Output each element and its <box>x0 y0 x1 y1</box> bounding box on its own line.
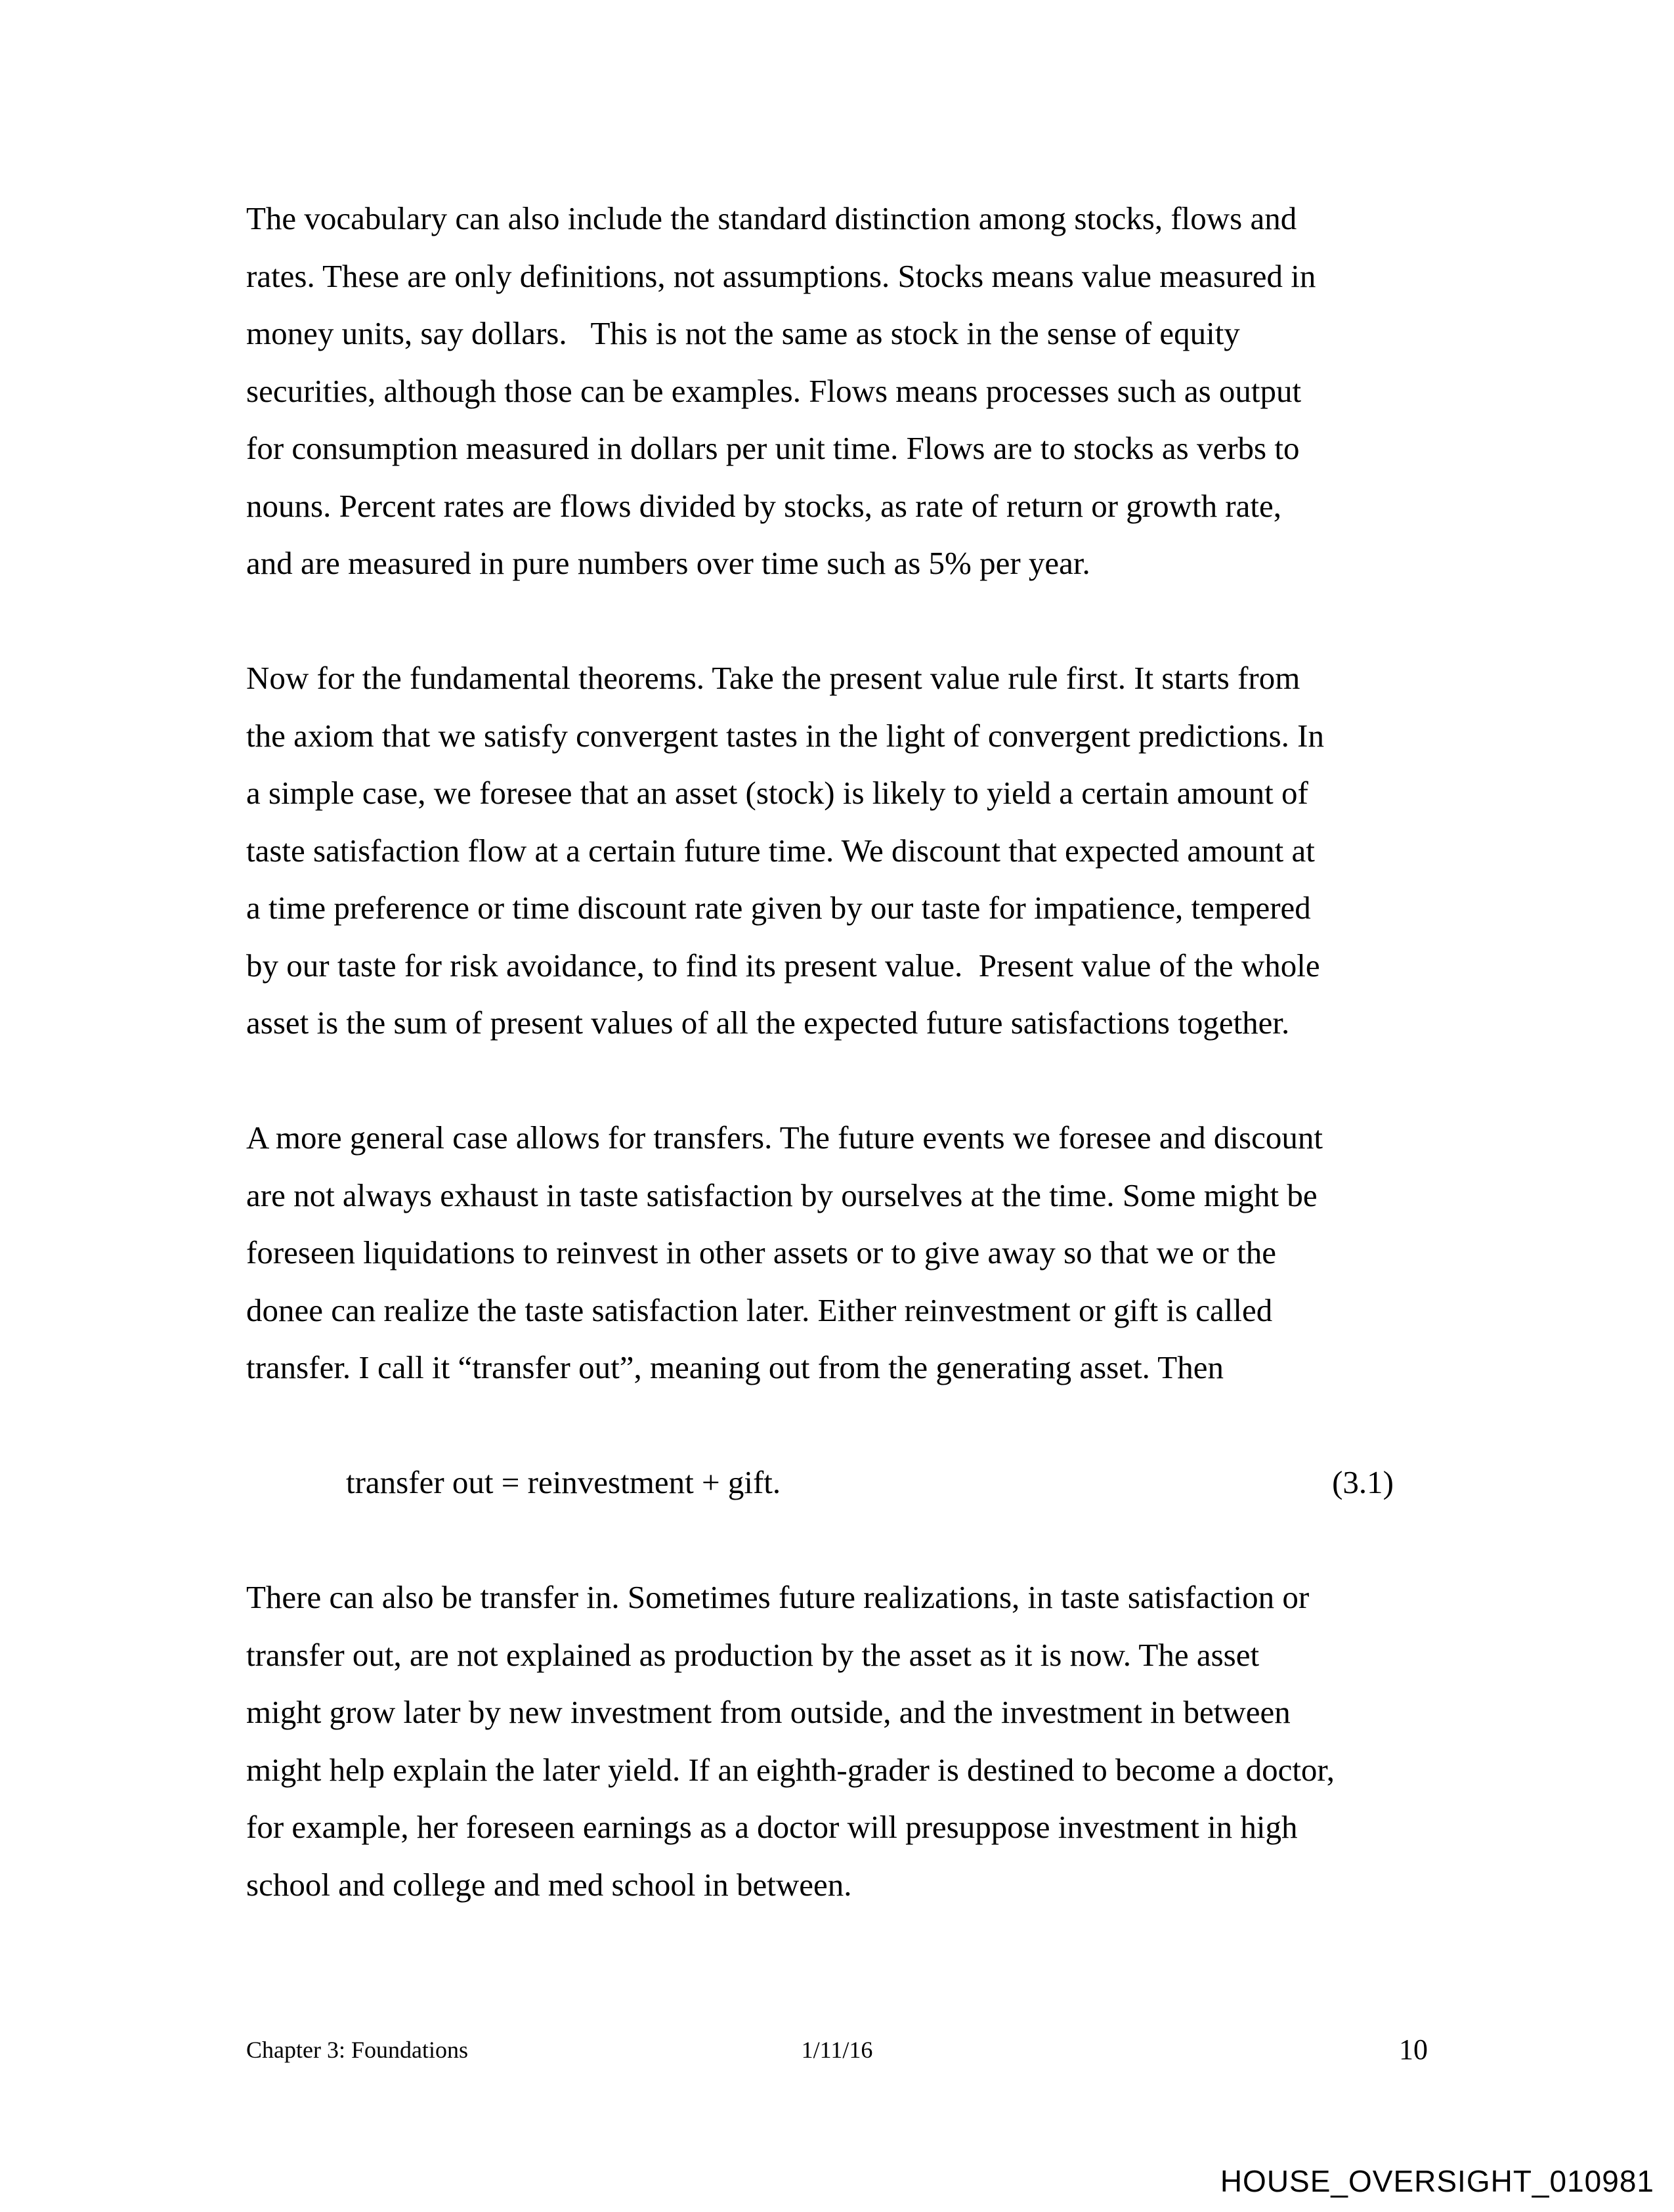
text-line: for consumption measured in dollars per unit time. Flows are to stocks as verbs to <box>246 430 1300 466</box>
text-line: are not always exhaust in taste satisfaction by ourselves at the time. Some might be <box>246 1177 1318 1213</box>
text-line: money units, say dollars. This is not the same as stock in the sense of equity <box>246 315 1240 351</box>
text-line: The vocabulary can also include the standard distinction among stocks, flows and <box>246 200 1297 236</box>
text-line: a time preference or time discount rate given by our taste for impatience, tempered <box>246 890 1311 926</box>
footer-date: 1/11/16 <box>801 2037 873 2063</box>
paragraph-transfer-in <box>246 1569 1428 1913</box>
text-line: the axiom that we satisfy convergent tastes in the light of convergent predictions. In <box>246 717 1325 754</box>
text-line: donee can realize the taste satisfaction later. Either reinvestment or gift is called <box>246 1291 1273 1328</box>
text-line: and are measured in pure numbers over time such as 5% per year. <box>246 545 1090 581</box>
paragraph-stocks-flows-rates <box>246 190 1428 592</box>
text-line: school and college and med school in between. <box>246 1866 852 1903</box>
text-line: rates. These are only definitions, not assumptions. Stocks means value measured in <box>246 257 1316 294</box>
equation-number: (3.1) <box>1332 1464 1394 1500</box>
text-line: A more general case allows for transfers. The future events we foresee and discount <box>246 1119 1323 1156</box>
paragraph-transfers <box>246 1109 1428 1397</box>
equation-formula: transfer out = reinvestment + gift. <box>346 1464 781 1500</box>
footer-page-number: 10 <box>1399 2033 1428 2066</box>
text-line: by our taste for risk avoidance, to find its present value. Present value of the whole <box>246 947 1320 984</box>
equation-line <box>246 1454 1428 1511</box>
bates-stamp: HOUSE_OVERSIGHT_010981 <box>1220 2164 1654 2198</box>
text-line: might help explain the later yield. If an eighth-grader is destined to become a doctor, <box>246 1751 1335 1788</box>
text-line: asset is the sum of present values of all the expected future satisfactions together. <box>246 1005 1290 1041</box>
text-line: taste satisfaction flow at a certain future time. We discount that expected amount at <box>246 832 1315 869</box>
text-line: transfer. I call it “transfer out”, meaning out from the generating asset. Then <box>246 1349 1224 1385</box>
text-line: transfer out, are not explained as production by the asset as it is now. The asset <box>246 1636 1260 1673</box>
text-line: for example, her foreseen earnings as a doctor will presuppose investment in high <box>246 1809 1298 1845</box>
paragraph-fundamental-theorems <box>246 649 1428 1052</box>
text-line: securities, although those can be examples. Flows means processes such as output <box>246 372 1302 409</box>
text-line: foreseen liquidations to reinvest in other assets or to give away so that we or the <box>246 1234 1276 1270</box>
text-line: a simple case, we foresee that an asset (stock) is likely to yield a certain amount of <box>246 775 1308 811</box>
footer-chapter-title: Chapter 3: Foundations <box>246 2037 468 2063</box>
text-line: There can also be transfer in. Sometimes future realizations, in taste satisfaction or <box>246 1579 1310 1615</box>
body-text <box>246 190 1428 1913</box>
text-line: nouns. Percent rates are flows divided by stocks, as rate of return or growth rate, <box>246 487 1282 524</box>
text-line: might grow later by new investment from outside, and the investment in between <box>246 1694 1291 1730</box>
text-line: Now for the fundamental theorems. Take the present value rule first. It starts from <box>246 660 1300 696</box>
